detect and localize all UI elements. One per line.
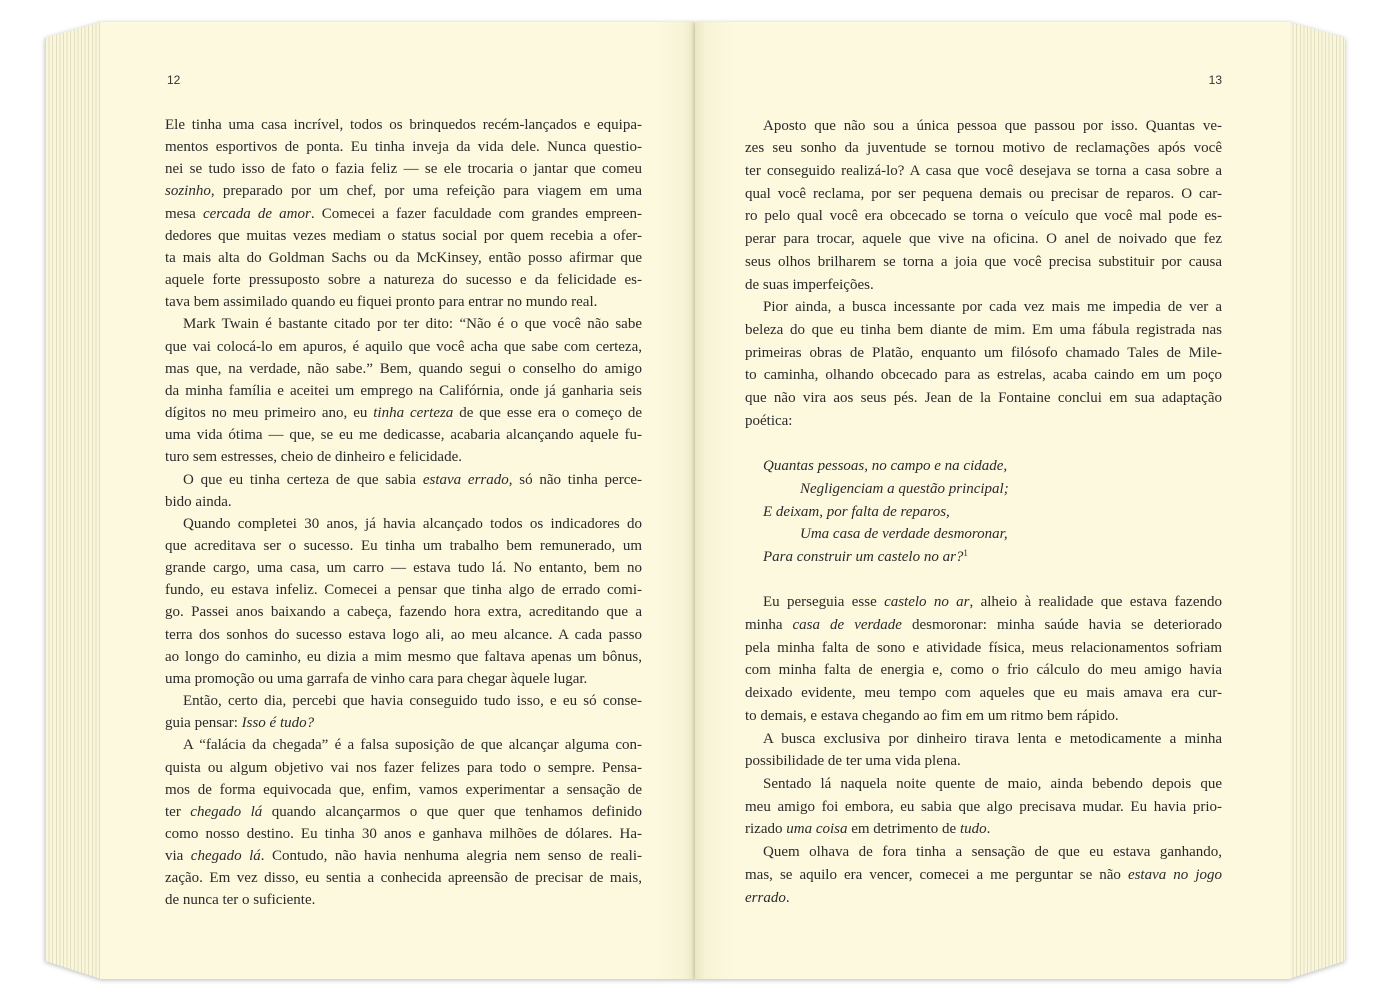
text-line: beleza do que eu tinha bem diante de mim. Em uma fábula registrada nas: [745, 321, 1222, 338]
verse-line: Para construir um castelo no ar?$^1$: [763, 548, 968, 565]
italic-text: sozinho: [165, 183, 211, 200]
text-line: O que eu tinha certeza de que sabia estava errado, só não tinha perce-: [183, 471, 642, 488]
italic-text: estava errado: [422, 471, 509, 488]
text-line: ter chegado lá quando alcançarmos o que quer que tenhamos definido: [165, 803, 643, 820]
paragraph: [745, 773, 1222, 841]
italic-text: chegado lá: [190, 803, 263, 820]
text-line: de nunca ter o suficiente.: [165, 892, 316, 909]
italic-text: uma coisa: [786, 821, 848, 838]
text-line: errado.: [745, 889, 790, 906]
text-line: terra dos sonhos do sucesso estava logo ali, ao meu alcance. A cada passo: [165, 626, 642, 643]
text-line: quista ou algum objetivo vai nos fazer felizes para todo o sempre. Pensa-: [165, 759, 642, 776]
text-line: Mark Twain é bastante citado por ter dito: “Não é o que você não sabe: [183, 316, 642, 333]
verse-line: Quantas pessoas, no campo e na cidade,: [763, 458, 1008, 475]
left-page: [45, 22, 695, 979]
italic-text: chegado lá: [190, 848, 261, 865]
text-line: possibilidade de ter uma vida plena.: [745, 753, 961, 770]
text-line: com minha falta de energia e, como o frio cálculo do meu amigo havia: [745, 662, 1222, 679]
text-line: dedores que muitas vezes mediam o status social por quem recebia a ofer-: [165, 227, 642, 244]
text-line: de suas imperfeições.: [745, 276, 874, 293]
paragraph: [165, 690, 642, 734]
paragraph: [745, 841, 1222, 909]
paragraph: [165, 313, 642, 468]
text-line: Pior ainda, a busca incessante por cada vez mais me impedia de ver a: [763, 299, 1222, 316]
verse-block: [745, 455, 1222, 569]
italic-text: tudo: [959, 821, 987, 838]
text-line: uma promoção ou uma garrafa de vinho cara para chegar àquele lugar.: [165, 670, 588, 687]
text-line: minha casa de verdade desmoronar: minha saúde havia se deteriorado: [745, 617, 1222, 634]
body-text: [165, 114, 642, 912]
text-line: Ele tinha uma casa incrível, todos os brinquedos recém-lançados e equipa-: [165, 117, 642, 133]
text-line: que acreditava ser o sucesso. Eu tinha um trabalho bem remunerado, um: [165, 537, 642, 554]
italic-text: cercada de amor: [202, 205, 311, 222]
text-line: perar para trocar, aquele que vive na oficina. O anel de noivado que fez: [745, 231, 1222, 248]
text-line: via chegado lá. Contudo, não havia nenhuma alegria nem senso de reali-: [165, 848, 642, 865]
paragraph: [165, 734, 642, 911]
text-line: uma vida ótima — que, se eu me dedicasse, acabaria alcançando aquele fu-: [165, 427, 642, 444]
text-line: mas, se aquilo era vencer, comecei a me perguntar se não estava no jogo: [745, 866, 1222, 883]
text-line: turo sem estresses, cheio de dinheiro e felicidade.: [165, 449, 462, 466]
verse-line: Uma casa de verdade desmoronar,: [800, 526, 1008, 543]
text-line: rizado uma coisa em detrimento de tudo.: [745, 821, 991, 838]
body-text: [745, 115, 1222, 910]
text-line: zação. Em vez disso, eu sentia a conhecida apreensão de precisar de mais,: [165, 870, 642, 887]
page-number: 12: [167, 73, 181, 87]
text-line: tava bem assimilado quando eu fiquei pronto para entrar no mundo real.: [165, 294, 598, 311]
text-line: aquele forte pressuposto sobre a natureza do sucesso e da felicidade es-: [165, 272, 642, 289]
text-line: fundo, eu estava infeliz. Comecei a pensar que tinha algo de errado comi-: [165, 582, 642, 599]
page-edges: [1289, 22, 1345, 979]
italic-text: Isso é tudo?: [241, 715, 315, 732]
text-line: zes seu sonho da juventude se tornou motivo de reclamações após você: [745, 140, 1222, 157]
paragraph: [165, 114, 642, 313]
text-line: to caminha, olhando obcecado para as estrelas, acaba caindo em um poço: [745, 367, 1222, 384]
text-line: como nosso destino. Eu tinha 30 anos e ganhava milhões de dólares. Ha-: [165, 826, 642, 842]
text-line: Sentado lá naquela noite quente de maio, ainda bebendo depois que: [763, 776, 1222, 792]
text-line: grande cargo, uma casa, um carro — estava tudo lá. No entanto, bem no: [165, 560, 642, 577]
right-page: [695, 22, 1345, 979]
verse-line: E deixam, por falta de reparos,: [763, 503, 950, 520]
italic-text: casa de verdade: [792, 617, 902, 634]
verse-line: Negligenciam a questão principal;: [800, 480, 1009, 497]
text-line: da minha família e aceitei um emprego na Califórnia, onde já ganharia seis: [165, 382, 642, 399]
text-line: dígitos no meu primeiro ano, eu tinha certeza de que esse era o começo de: [165, 405, 642, 422]
paragraph: [745, 591, 1222, 727]
text-line: pela minha falta de sono e atividade física, meus relacionamentos sofriam: [745, 639, 1222, 656]
paragraph: [745, 115, 1222, 297]
paragraph: [745, 296, 1222, 432]
text-line: Quando completei 30 anos, já havia alcançado todos os indicadores do: [183, 515, 642, 532]
text-line: que não vira aos seus pés. Jean de la Fontaine conclui em sua adaptação: [745, 390, 1222, 407]
text-line: primeiras obras de Platão, enquanto um filósofo chamado Tales de Mile-: [745, 344, 1222, 361]
text-line: mos de forma equivocada que, enfim, vamos experimentar a sensação de: [165, 781, 642, 798]
text-line: que vai colocá-lo em apuros, é aquilo que você acha que sabe com certeza,: [165, 338, 642, 355]
text-line: ter conseguido realizá-lo? A casa que você desejava se torna a casa sobre a: [745, 163, 1222, 180]
text-line: A busca exclusiva por dinheiro tirava lenta e metodicamente a minha: [763, 730, 1222, 747]
italic-text: castelo no ar: [884, 594, 970, 611]
text-line: qual você reclama, por ser pequena demais ou precisar de reparos. O car-: [745, 185, 1222, 202]
text-line: ta mais alta do Goldman Sachs ou da McKinsey, então posso afirmar que: [165, 249, 642, 266]
text-line: nei se tudo isso de fato o fazia feliz — se ele trocaria o jantar que comeu: [165, 161, 642, 178]
text-line: guia pensar: Isso é tudo?: [165, 715, 315, 732]
paragraph: [165, 513, 642, 690]
text-line: mas que, na verdade, não sabe.” Bem, quando segui o conselho do amigo: [165, 360, 642, 377]
text-line: ro pelo qual você era obcecado se torna o veículo que você mal pode es-: [745, 208, 1222, 225]
italic-text: errado: [745, 889, 786, 906]
text-line: A “falácia da chegada” é a falsa suposição de que alcançar alguma con-: [183, 737, 642, 754]
text-line: go. Passei anos baixando a cabeça, fazendo hora extra, acreditando que a: [165, 604, 642, 621]
footnote-marker: 1: [963, 548, 968, 559]
text-line: Aposto que não sou a única pessoa que passou por isso. Quantas ve-: [763, 117, 1222, 134]
text-line: bido ainda.: [165, 493, 232, 510]
text-line: poética:: [745, 412, 793, 429]
text-line: deixado evidente, meu tempo com aqueles que eu mais amava era cur-: [745, 685, 1222, 702]
italic-text: tinha certeza: [373, 405, 454, 422]
text-line: mesa cercada de amor. Comecei a fazer faculdade com grandes empreen-: [165, 205, 642, 222]
text-line: meu amigo foi embora, eu sabia que algo precisava mudar. Eu havia prio-: [745, 798, 1222, 815]
paragraph: [165, 469, 642, 513]
paragraph: [745, 728, 1222, 773]
page-number: 13: [1208, 73, 1222, 87]
italic-text: estava no jogo: [1127, 866, 1222, 883]
text-line: Quem olhava de fora tinha a sensação de que eu estava ganhando,: [763, 844, 1222, 861]
text-line: Então, certo dia, percebi que havia conseguido tudo isso, e eu só conse-: [183, 693, 642, 710]
text-line: mentos esportivos de ponta. Eu tinha inveja da vida dele. Nunca questio-: [165, 139, 642, 156]
text-line: Eu perseguia esse castelo no ar, alheio à realidade que estava fazendo: [763, 594, 1222, 611]
text-line: ao longo do caminho, eu dizia a mim mesmo que faltava apenas um bônus,: [165, 648, 642, 665]
text-line: to demais, e estava chegando ao fim em um ritmo bem rápido.: [745, 707, 1119, 724]
text-line: seus olhos brilharem se torna a joia que você precisa substituir por causa: [745, 253, 1222, 270]
text-line: sozinho, preparado por um chef, por uma refeição para viagem em uma: [165, 183, 642, 200]
page-edges: [45, 22, 101, 979]
